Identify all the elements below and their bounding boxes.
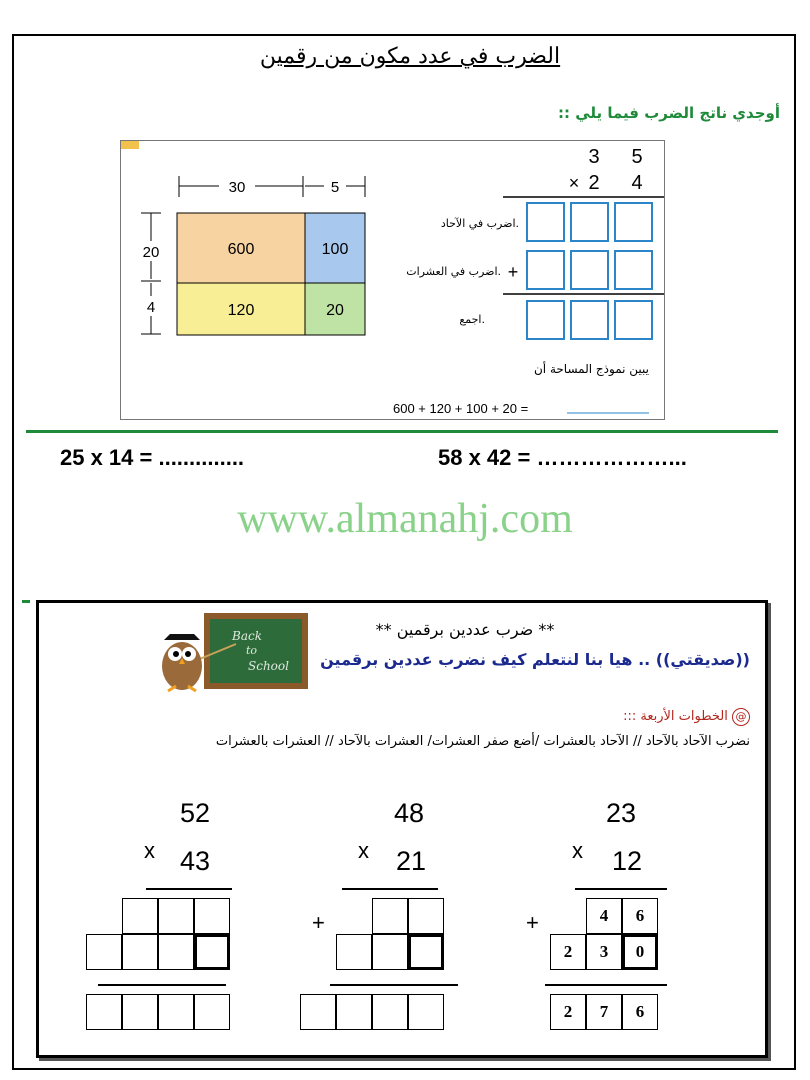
problem-3-r2-c1 [86,934,122,970]
figure-caption: يبين نموذج المساحة أن [533,362,649,376]
area-label-20: 20 [326,302,344,319]
problem-2-r1-c2 [408,898,444,934]
top-label-30: 30 [228,179,246,196]
problem-3-r1-c2 [158,898,194,934]
step-sum-label: اجمع. [459,313,485,326]
instruction-text: أوجدي ناتج الضرب فيما يلي :: [557,104,780,122]
graduation-cap-icon [164,634,200,640]
problem-1-top: 23 [606,798,637,828]
section-title: ** ضرب عددين برقمين ** [375,620,555,639]
figure-plus-sign: + [507,262,519,282]
number-top-tens: 3 [588,146,600,168]
figure-sum: 600 + 120 + 100 + 20 = [393,401,529,416]
problem-2-r2-c2 [372,934,408,970]
problem-1-res-c2: 7 [586,994,622,1030]
problem-3-r2-c4 [194,934,230,970]
area-model-svg [121,141,664,419]
problem-2-r2-c1 [336,934,372,970]
problem-2-bottom: 21 [396,846,427,876]
number-bottom-ones: 4 [631,172,643,194]
chalkboard-illustration [150,608,315,696]
problem-3-r2-c3 [158,934,194,970]
area-label-120: 120 [227,302,255,319]
problem-2-res-c2 [336,994,372,1030]
problem-2-res-c3 [372,994,408,1030]
at-sign-icon: @ [732,708,750,726]
equation-58x42: 58 x 42 = ………………... [438,445,687,470]
owl-icon [162,642,202,690]
problem-1-plus: + [526,910,539,935]
problem-1-r2-c1: 2 [550,934,586,970]
side-dash [22,600,30,603]
area-label-600: 600 [227,241,255,258]
problem-2-r2-c3 [408,934,444,970]
section-intro: ((صديقتي)) .. هيا بنا لنتعلم كيف نضرب عددين برقمين [320,650,750,669]
watermark: www.almanahj.com [237,496,573,542]
problem-2-res-c4 [408,994,444,1030]
top-label-5: 5 [330,179,340,196]
step-tens-label: اضرب في العشرات. [406,265,501,278]
figure-times-sign: × [568,173,580,193]
problem-1-r1-c2: 6 [622,898,658,934]
page-title: الضرب في عدد مكون من رقمين [259,44,561,69]
board-text-to: to [246,644,258,657]
problem-2-plus: + [312,910,325,935]
equation-25x14: 25 x 14 = .............. [60,445,245,470]
problem-2-top: 48 [394,798,425,828]
problem-3-res-c2 [122,994,158,1030]
board-text-back: Back [232,629,262,643]
answer-boxes [527,203,652,339]
problem-2-times: x [358,838,369,863]
problem-1-r1-c1: 4 [586,898,622,934]
problem-1-res-c3: 6 [622,994,658,1030]
number-top-ones: 5 [631,146,643,168]
problem-1-res-c1: 2 [550,994,586,1030]
problem-1-r2-c3: 0 [622,934,658,970]
side-label-4: 4 [146,299,156,316]
problem-3-bottom: 43 [180,846,211,876]
problem-3-res-c4 [194,994,230,1030]
problem-3-res-c3 [158,994,194,1030]
board-text-school: School [248,659,289,673]
steps-title [623,708,750,726]
problem-1-bottom: 12 [612,846,643,876]
problem-3-r1-c1 [122,898,158,934]
problem-2-r1-c1 [372,898,408,934]
steps-title-text: الخطوات الأربعة ::: [623,709,728,724]
steps-text: نضرب الآحاد بالآحاد // الآحاد بالعشرات /أضع صفر العشرات/ العشرات بالآحاد // العشرات بالعشرات [215,734,750,749]
step-ones-label: اضرب في الآحاد. [440,217,519,230]
problem-1-r2-c2: 3 [586,934,622,970]
problem-3-res-c1 [86,994,122,1030]
side-label-20: 20 [142,244,160,261]
area-label-100: 100 [321,241,349,258]
problem-3-times: x [144,838,155,863]
divider-line [26,430,778,433]
problem-1-times: x [572,838,583,863]
problem-2-res-c1 [300,994,336,1030]
problem-3-r1-c3 [194,898,230,934]
problem-3-r2-c2 [122,934,158,970]
number-bottom-tens: 2 [588,172,600,194]
problem-3-top: 52 [180,798,211,828]
